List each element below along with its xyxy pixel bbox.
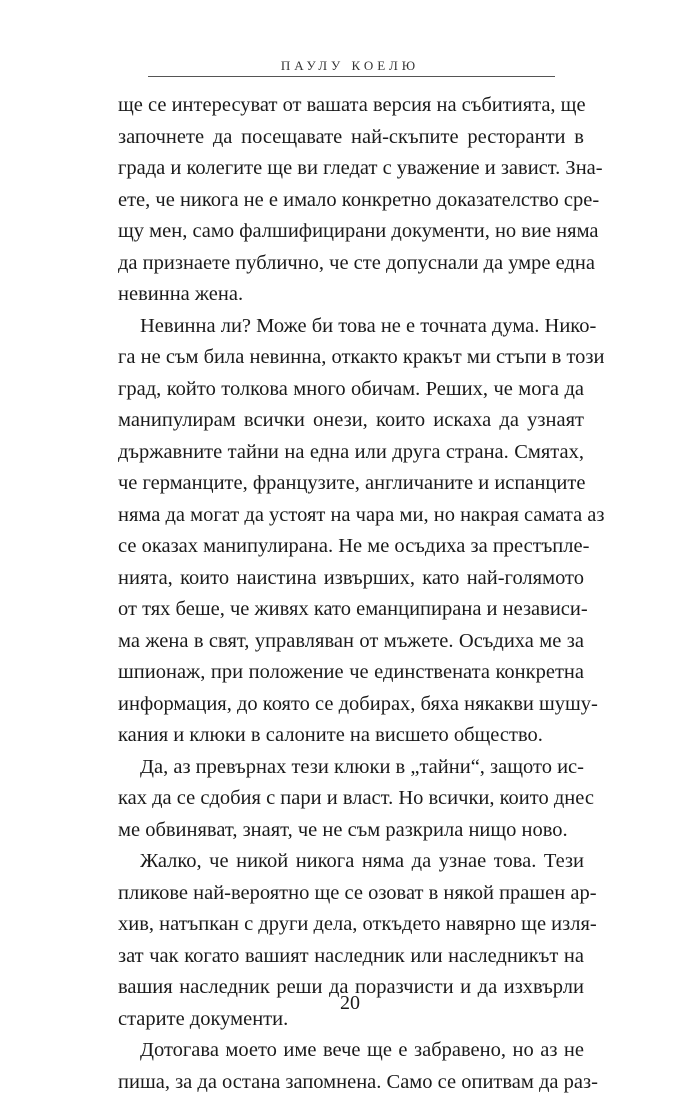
- text-line: от тях беше, че живях като еманципирана и независи-: [118, 594, 584, 626]
- text-line: пиша, за да остана запомнена. Само се опитвам да раз-: [118, 1067, 584, 1098]
- text-line: ма жена в свят, управляван от мъжете. Осъдиха ме за: [118, 626, 584, 658]
- text-line: старите документи.: [118, 1004, 584, 1036]
- text-line: щу мен, само фалшифицирани документи, но вие няма: [118, 216, 584, 248]
- text-line: Дотогава моето име вече ще е забравено, но аз не: [118, 1035, 584, 1067]
- text-line: пликове най-вероятно ще се озоват в някой прашен ар-: [118, 878, 584, 910]
- text-line: Невинна ли? Може би това не е точната дума. Нико-: [118, 311, 584, 343]
- page-number: 20: [0, 992, 700, 1015]
- text-line: ках да се сдобия с пари и власт. Но всички, които днес: [118, 783, 584, 815]
- text-line: вашия наследник реши да поразчисти и да изхвърли: [118, 972, 584, 1004]
- text-line: държавните тайни на една или друга страна. Смятах,: [118, 437, 584, 469]
- text-line: ще се интересуват от вашата версия на събитията, ще: [118, 90, 584, 122]
- text-line: няма да могат да устоят на чара ми, но накрая самата аз: [118, 500, 584, 532]
- running-head-author: ПАУЛУ КОЕЛЮ: [0, 58, 700, 74]
- header-rule: [148, 76, 555, 77]
- text-line: града и колегите ще ви гледат с уважение и завист. Зна-: [118, 153, 584, 185]
- body-text: [118, 90, 584, 1098]
- text-line: шпионаж, при положение че единствената конкретна: [118, 657, 584, 689]
- text-line: започнете да посещавате най-скъпите ресторанти в: [118, 122, 584, 154]
- text-line: ете, че никога не е имало конкретно доказателство сре-: [118, 185, 584, 217]
- text-line: Жалко, че никой никога няма да узнае това. Тези: [118, 846, 584, 878]
- text-line: ме обвиняват, знаят, че не съм разкрила нищо ново.: [118, 815, 584, 847]
- text-line: манипулирам всички онези, които искаха да узнаят: [118, 405, 584, 437]
- text-line: невинна жена.: [118, 279, 584, 311]
- text-line: че германците, французите, англичаните и испанците: [118, 468, 584, 500]
- text-line: нията, които наистина извърших, като най-голямото: [118, 563, 584, 595]
- text-line: град, който толкова много обичам. Реших, че мога да: [118, 374, 584, 406]
- text-line: кания и клюки в салоните на висшето общество.: [118, 720, 584, 752]
- text-line: хив, натъпкан с други дела, откъдето навярно ще изля-: [118, 909, 584, 941]
- text-line: зат чак когато вашият наследник или наследникът на: [118, 941, 584, 973]
- text-line: Да, аз превърнах тези клюки в „тайни“, защото ис-: [118, 752, 584, 784]
- text-line: информация, до която се добирах, бяха някакви шушу-: [118, 689, 584, 721]
- text-line: га не съм била невинна, откакто кракът ми стъпи в този: [118, 342, 584, 374]
- text-line: се оказах манипулирана. Не ме осъдиха за престъпле-: [118, 531, 584, 563]
- text-line: да признаете публично, че сте допуснали да умре една: [118, 248, 584, 280]
